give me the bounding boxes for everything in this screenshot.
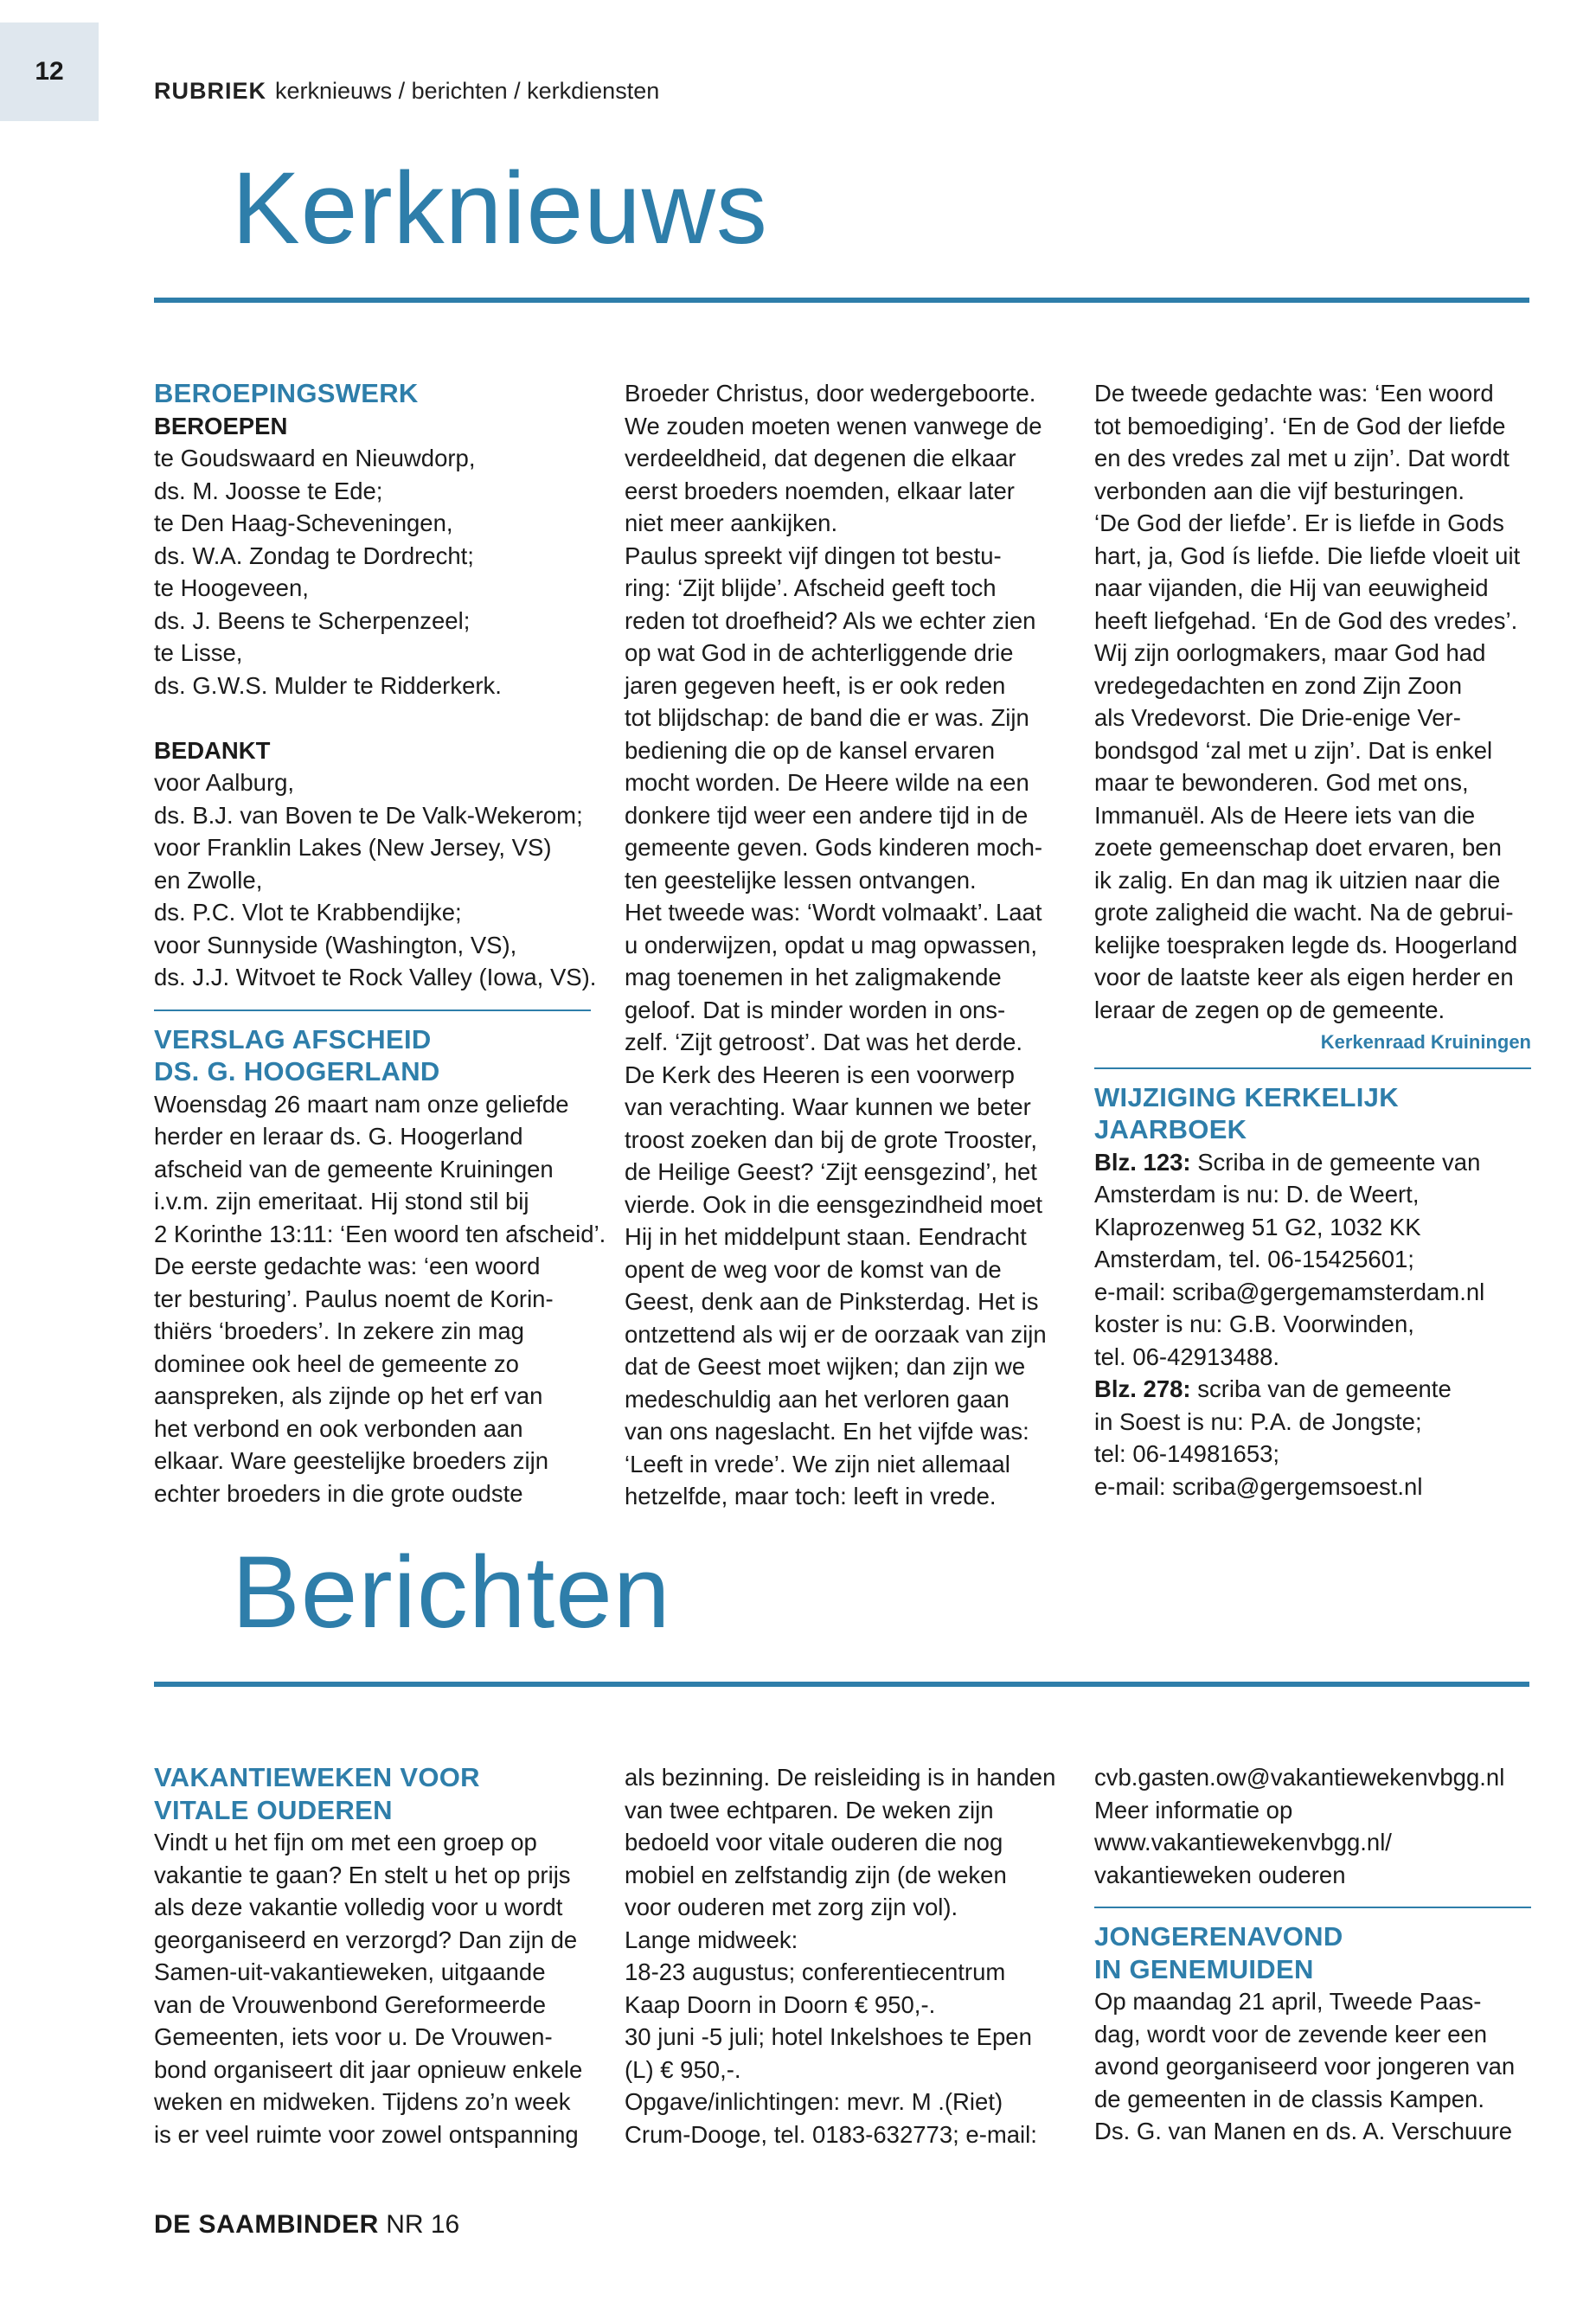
- text-line: Immanuël. Als de Heere iets van die: [1094, 801, 1476, 829]
- beroepen-label: BEROEPEN: [154, 412, 288, 439]
- text-line: en Zwolle,: [154, 866, 263, 894]
- text-line: voor de laatste keer als eigen herder en: [1094, 964, 1514, 990]
- wijziging-heading-2: JAARBOEK: [1094, 1114, 1247, 1144]
- text-line: Geest, denk aan de Pinksterdag. Het is: [625, 1288, 1039, 1315]
- text-line: Kaap Doorn in Doorn € 950,-.: [625, 1990, 936, 2018]
- text-line: mobiel en zelfstandig zijn (de weken: [625, 1861, 1007, 1888]
- text-line: geloof. Dat is minder worden in ons-: [625, 996, 1006, 1023]
- vakantieweken-text-3: [1094, 1761, 1531, 1891]
- text-line: Lange midweek:: [625, 1926, 798, 1953]
- verslag-text-2: [625, 377, 1061, 1513]
- wijziging-heading: WIJZIGING KERKELIJK: [1094, 1081, 1399, 1112]
- text-line: Op maandag 21 april, Tweede Paas-: [1094, 1988, 1482, 2015]
- text-line: Klaprozenweg 51 G2, 1032 KK: [1094, 1213, 1421, 1240]
- text-line: bondsgod ‘zal met u zijn’. Dat is enkel: [1094, 736, 1493, 764]
- text-line: bediening die op de kansel ervaren: [625, 736, 996, 764]
- blz123-first-line: Scriba in de gemeente van: [1190, 1148, 1481, 1176]
- blz123-entry: [1094, 1146, 1531, 1179]
- beroepen-list: [154, 442, 591, 702]
- text-line: donkere tijd weer een andere tijd in de: [625, 801, 1029, 829]
- vakantieweken-heading-2: VITALE OUDEREN: [154, 1794, 393, 1825]
- berichten-rule: [154, 1682, 1529, 1687]
- text-line: de Heilige Geest? ‘Zijt eensgezind’, het: [625, 1158, 1037, 1185]
- text-line: de gemeenten in de classis Kampen.: [1094, 2085, 1484, 2112]
- text-line: De tweede gedachte was: ‘Een woord: [1094, 380, 1494, 407]
- text-line: tel: 06-14981653;: [1094, 1440, 1280, 1467]
- text-line: ds. M. Joosse te Ede;: [154, 477, 383, 504]
- text-line: De Kerk des Heeren is een voorwerp: [625, 1061, 1015, 1088]
- issue-number: NR 16: [386, 2210, 460, 2239]
- blz278-entry: [1094, 1373, 1531, 1406]
- jongerenavond-heading-2: IN GENEMUIDEN: [1094, 1953, 1314, 1984]
- text-line: bond organiseert dit jaar opnieuw enkele: [154, 2055, 583, 2083]
- text-line: afscheid van de gemeente Kruiningen: [154, 1155, 554, 1183]
- text-line: is er veel ruimte voor zowel ontspanning: [154, 2120, 579, 2148]
- text-line: eerst broeders noemden, elkaar later: [625, 477, 1015, 504]
- text-line: zelf. ‘Zijt getroost’. Dat was het derde.: [625, 1029, 1023, 1055]
- text-line: tot blijdschap: de band die er was. Zijn: [625, 704, 1029, 731]
- rubriek-path: kerknieuws / berichten / kerkdiensten: [275, 78, 660, 104]
- text-line: opent de weg voor de komst van de: [625, 1255, 1002, 1283]
- berichten-column-3: [1094, 1761, 1531, 2148]
- text-line: in Soest is nu: P.A. de Jongste;: [1094, 1407, 1422, 1435]
- text-line: naar vijanden, die Hij van eeuwigheid: [1094, 574, 1489, 601]
- text-line: ds. P.C. Vlot te Krabbendijke;: [154, 899, 462, 926]
- text-line: e-mail: scriba@gergemamsterdam.nl: [1094, 1278, 1485, 1305]
- text-line: medeschuldig aan het verloren gaan: [625, 1385, 1010, 1413]
- text-line: dominee ook heel de gemeente zo: [154, 1349, 519, 1377]
- text-line: ‘De God der liefde’. Er is liefde in Gods: [1094, 510, 1504, 536]
- text-line: als bezinning. De reisleiding is in handen: [625, 1764, 1056, 1791]
- text-line: Meer informatie op: [1094, 1796, 1293, 1823]
- text-line: Vindt u het fijn om met een groep op: [154, 1829, 537, 1856]
- text-line: hart, ja, God ís liefde. Die liefde vloeit uit: [1094, 542, 1521, 569]
- text-line: jaren gegeven heeft, is er ook reden: [625, 671, 1006, 699]
- text-line: voor Sunnyside (Washington, VS),: [154, 931, 517, 958]
- text-line: elkaar. Ware geestelijke broeders zijn: [154, 1447, 549, 1474]
- text-line: (L) € 950,-.: [625, 2055, 741, 2083]
- text-line: tel. 06-42913488.: [1094, 1343, 1280, 1370]
- verslag-text-3: [1094, 377, 1531, 1026]
- text-line: voor Franklin Lakes (New Jersey, VS): [154, 834, 552, 861]
- berichten-column-2: [625, 1761, 1061, 2150]
- text-line: voor ouderen met zorg zijn vol).: [625, 1894, 958, 1920]
- text-line: van de Vrouwenbond Gereformeerde: [154, 1990, 547, 2018]
- text-line: te Den Haag-Scheveningen,: [154, 510, 453, 536]
- section-divider: [154, 1009, 591, 1011]
- text-line: avond georganiseerd voor jongeren van: [1094, 2053, 1516, 2080]
- text-line: te Lisse,: [154, 639, 243, 666]
- text-line: vredegedachten en zond Zijn Zoon: [1094, 671, 1463, 699]
- text-line: ter besturing’. Paulus noemt de Korin-: [154, 1285, 554, 1312]
- text-line: verdeeldheid, dat degenen die elkaar: [625, 445, 1016, 471]
- text-line: echter broeders in die grote oudste: [154, 1479, 523, 1507]
- text-line: grote zaligheid die wacht. Na de gebrui-: [1094, 899, 1514, 926]
- text-line: Broeder Christus, door wedergeboorte.: [625, 380, 1036, 407]
- jongerenavond-text: [1094, 1985, 1531, 2148]
- kerknieuws-column-1: [154, 377, 606, 1509]
- blz123-text: [1094, 1178, 1531, 1373]
- section-divider: [1094, 1907, 1531, 1908]
- text-line: te Goudswaard en Nieuwdorp,: [154, 445, 476, 471]
- rubriek-header: [154, 78, 659, 105]
- text-line: Gemeenten, iets voor u. De Vrouwen-: [154, 2023, 553, 2050]
- text-line: dat de Geest moet wijken; dan zijn we: [625, 1353, 1026, 1380]
- text-line: tot bemoediging’. ‘En de God der liefde: [1094, 412, 1506, 439]
- vakantieweken-text-1: [154, 1826, 591, 2150]
- text-line: troost zoeken dan bij de grote Trooster,: [625, 1125, 1037, 1153]
- text-line: e-mail: scriba@gergemsoest.nl: [1094, 1472, 1423, 1500]
- text-line: vierde. Ook in die eensgezindheid moet: [625, 1190, 1043, 1218]
- text-line: ontzettend als wij er de oorzaak van zijn: [625, 1320, 1047, 1348]
- text-line: te Hoogeveen,: [154, 574, 309, 601]
- text-line: u onderwijzen, opdat u mag opwassen,: [625, 931, 1037, 958]
- text-line: cvb.gasten.ow@vakantiewekenvbgg.nl: [1094, 1764, 1505, 1791]
- vakantieweken-text-2: [625, 1761, 1061, 2150]
- text-line: Het tweede was: ‘Wordt volmaakt’. Laat: [625, 899, 1042, 926]
- text-line: maar te bewonderen. God met ons,: [1094, 769, 1469, 796]
- text-line: weken en midweken. Tijdens zo’n week: [154, 2088, 571, 2115]
- text-line: ‘Leeft in vrede’. We zijn niet allemaal: [625, 1450, 1010, 1477]
- text-line: Crum-Dooge, tel. 0183-632773; e-mail:: [625, 2120, 1037, 2148]
- blz123-label: Blz. 123:: [1094, 1148, 1191, 1176]
- vakantieweken-heading: VAKANTIEWEKEN VOOR: [154, 1762, 480, 1792]
- text-line: Samen-uit-vakantieweken, uitgaande: [154, 1958, 546, 1985]
- text-line: Amsterdam, tel. 06-15425601;: [1094, 1246, 1414, 1272]
- text-line: We zouden moeten wenen vanwege de: [625, 412, 1042, 439]
- text-line: en des vredes zal met u zijn’. Dat wordt: [1094, 445, 1509, 471]
- text-line: De eerste gedachte was: ‘een woord: [154, 1253, 541, 1279]
- text-line: op wat God in de achterliggende drie: [625, 639, 1014, 666]
- text-line: niet meer aankijken.: [625, 510, 838, 536]
- verslag-signature: Kerkenraad Kruiningen: [1320, 1031, 1531, 1053]
- kerknieuws-column-2: [625, 377, 1061, 1513]
- text-line: herder en leraar ds. G. Hoogerland: [154, 1123, 523, 1150]
- bedankt-label: BEDANKT: [154, 736, 271, 764]
- text-line: ds. J.J. Witvoet te Rock Valley (Iowa, VS).: [154, 964, 597, 990]
- jongerenavond-heading: JONGERENAVOND: [1094, 1921, 1343, 1952]
- text-line: dag, wordt voor de zevende keer een: [1094, 2020, 1488, 2048]
- text-line: koster is nu: G.B. Voorwinden,: [1094, 1311, 1414, 1337]
- text-line: ring: ‘Zijt blijde’. Afscheid geeft toch: [625, 574, 997, 601]
- text-line: Paulus spreekt vijf dingen tot bestu-: [625, 542, 1002, 569]
- text-line: georganiseerd en verzorgd? Dan zijn de: [154, 1926, 578, 1953]
- bedankt-list: [154, 766, 597, 994]
- text-line: Amsterdam is nu: D. de Weert,: [1094, 1181, 1420, 1208]
- text-line: mocht worden. De Heere wilde na een: [625, 769, 1029, 796]
- text-line: ds. B.J. van Boven te De Valk-Wekerom;: [154, 801, 583, 829]
- verslag-heading: VERSLAG AFSCHEID: [154, 1023, 432, 1054]
- text-line: www.vakantiewekenvbgg.nl/: [1094, 1829, 1392, 1856]
- text-line: reden tot droefheid? Als we echter zien: [625, 606, 1036, 634]
- text-line: ik zalig. En dan mag ik uitzien naar die: [1094, 866, 1501, 894]
- text-line: vakantieweken ouderen: [1094, 1861, 1346, 1888]
- text-line: aanspreken, als zijnde op het erf van: [154, 1382, 543, 1409]
- blz278-label: Blz. 278:: [1094, 1375, 1191, 1402]
- berichten-title: Berichten: [232, 1535, 671, 1650]
- kerknieuws-title: Kerknieuws: [232, 151, 768, 266]
- text-line: kelijke toespraken legde ds. Hoogerland: [1094, 931, 1518, 958]
- text-line: voor Aalburg,: [154, 769, 295, 796]
- text-line: Wij zijn oorlogmakers, maar God had: [1094, 639, 1486, 666]
- text-line: ds. W.A. Zondag te Dordrecht;: [154, 542, 474, 569]
- text-line: i.v.m. zijn emeritaat. Hij stond stil bij: [154, 1188, 529, 1215]
- rubriek-label: RUBRIEK: [154, 78, 267, 104]
- beroepingswerk-heading: BEROEPINGSWERK: [154, 378, 419, 408]
- kerknieuws-rule: [154, 298, 1529, 303]
- text-line: ds. G.W.S. Mulder te Ridderkerk.: [154, 671, 502, 699]
- text-line: als Vredevorst. Die Drie-enige Ver-: [1094, 704, 1461, 731]
- text-line: mag toenemen in het zaligmakende: [625, 964, 1002, 990]
- text-line: 2 Korinthe 13:11: ‘Een woord ten afscheid’.: [154, 1220, 606, 1247]
- berichten-column-1: [154, 1761, 591, 2150]
- text-line: Woensdag 26 maart nam onze geliefde: [154, 1090, 569, 1118]
- verslag-text-1: [154, 1088, 606, 1510]
- text-line: gemeente geven. Gods kinderen moch-: [625, 834, 1043, 861]
- text-line: bedoeld voor vitale ouderen die nog: [625, 1829, 1003, 1856]
- text-line: 30 juni -5 juli; hotel Inkelshoes te Epen: [625, 2023, 1032, 2050]
- text-line: van ons nageslacht. En het vijfde was:: [625, 1418, 1029, 1445]
- text-line: Opgave/inlichtingen: mevr. M .(Riet): [625, 2088, 1003, 2115]
- text-line: van twee echtparen. De weken zijn: [625, 1796, 994, 1823]
- text-line: vakantie te gaan? En stelt u het op prijs: [154, 1861, 571, 1888]
- section-divider: [1094, 1067, 1531, 1069]
- kerknieuws-column-3: [1094, 377, 1531, 1503]
- text-line: zoete gemeenschap doet ervaren, ben: [1094, 834, 1502, 861]
- text-line: van verachting. Waar kunnen we beter: [625, 1093, 1031, 1120]
- text-line: ds. J. Beens te Scherpenzeel;: [154, 606, 471, 634]
- verslag-heading-2: DS. G. HOOGERLAND: [154, 1056, 440, 1086]
- footer: [154, 2210, 459, 2240]
- text-line: verbonden aan die vijf besturingen.: [1094, 477, 1465, 504]
- text-line: ten geestelijke lessen ontvangen.: [625, 866, 977, 894]
- text-line: Hij in het middelpunt staan. Eendracht: [625, 1223, 1027, 1250]
- text-line: heeft liefgehad. ‘En de God des vredes’.: [1094, 606, 1518, 634]
- blz278-text: [1094, 1406, 1531, 1503]
- blz278-first-line: scriba van de gemeente: [1190, 1375, 1452, 1402]
- text-line: leraar de zegen op de gemeente.: [1094, 996, 1445, 1023]
- page-number: 12: [0, 22, 99, 121]
- text-line: het verbond en ook verbonden aan: [154, 1414, 523, 1442]
- text-line: 18-23 augustus; conferentiecentrum: [625, 1958, 1006, 1985]
- text-line: als deze vakantie volledig voor u wordt: [154, 1894, 563, 1920]
- text-line: hetzelfde, maar toch: leeft in vrede.: [625, 1483, 997, 1509]
- magazine-name: DE SAAMBINDER: [154, 2210, 379, 2239]
- text-line: thiërs ‘broeders’. In zekere zin mag: [154, 1317, 524, 1344]
- text-line: Ds. G. van Manen en ds. A. Verschuure: [1094, 2118, 1513, 2144]
